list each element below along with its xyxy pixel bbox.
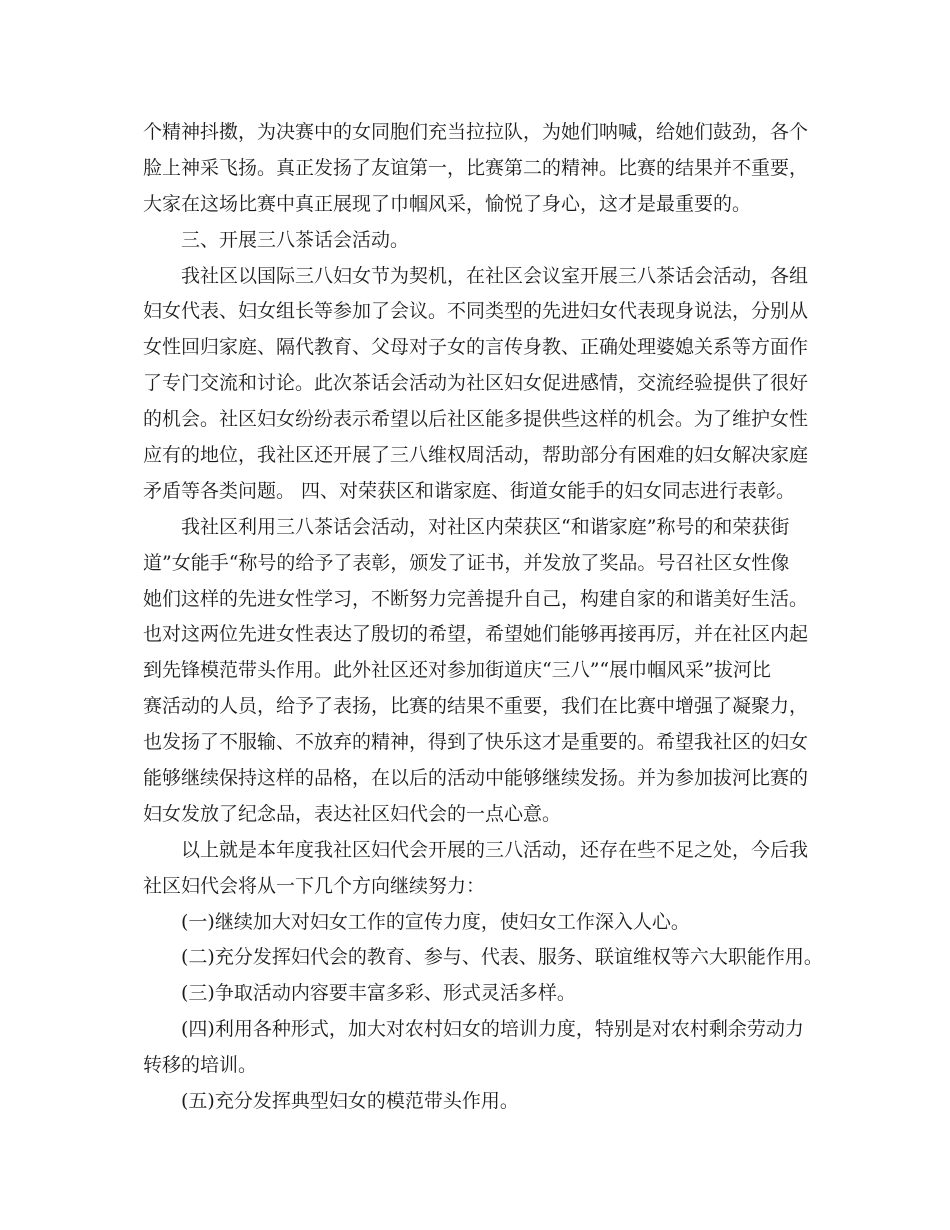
list-item: (三)争取活动内容要丰富多彩、形式灵活多样。 (181, 982, 576, 1005)
text-line: 脸上神采飞扬。真正发扬了友谊第一，比赛第二的精神。比赛的结果并不重要， (143, 156, 809, 179)
list-item: (二)充分发挥妇代会的教育、参与、代表、服务、联谊维权等六大职能作用。 (181, 946, 823, 969)
text-line: 转移的培训。 (143, 1054, 258, 1077)
text-line: 女性回归家庭、隔代教育、父母对子女的言传身教、正确处理婆媳关系等方面作 (143, 336, 809, 359)
text-line: 也对这两位先进女性表达了殷切的希望，希望她们能够再接再厉，并在社区内起 (143, 623, 809, 646)
text-line: 道”女能手“称号的给予了表彰，颁发了证书，并发放了奖品。号召社区女性像 (143, 551, 790, 574)
text-line: 以上就是本年度我社区妇代会开展的三八活动，还存在些不足之处，今后我 (181, 838, 809, 861)
text-line: 能够继续保持这样的品格，在以后的活动中能够继续发扬。并为参加拔河比赛的 (143, 767, 809, 790)
text-line: 赛活动的人员，给予了表扬，比赛的结果不重要，我们在比赛中增强了凝聚力， (143, 695, 809, 718)
text-line: 妇女代表、妇女组长等参加了会议。不同类型的先进妇女代表现身说法，分别从 (143, 300, 809, 323)
list-item: (一)继续加大对妇女工作的宣传力度，使妇女工作深入人心。 (181, 910, 690, 933)
text-line: 妇女发放了纪念品，表达社区妇代会的一点心意。 (143, 802, 562, 825)
list-item: (四)利用各种形式，加大对农村妇女的培训力度，特别是对农村剩余劳动力 (181, 1018, 804, 1041)
text-line: 我社区利用三八茶话会活动，对社区内荣获区“和谐家庭”称号的和荣获街 (181, 515, 790, 538)
text-line: 我社区以国际三八妇女节为契机，在社区会议室开展三八茶话会活动，各组 (181, 264, 809, 287)
text-line: 也发扬了不服输、不放弃的精神，得到了快乐这才是重要的。希望我社区的妇女 (143, 731, 809, 754)
text-line: 了专门交流和讨论。此次茶话会活动为社区妇女促进感情，交流经验提供了很好 (143, 372, 809, 395)
text-line: 到先锋模范带头作用。此外社区还对参加街道庆“三八”“展巾帼风采”拔河比 (143, 659, 771, 682)
text-line: 社区妇代会将从一下几个方向继续努力： (143, 874, 486, 897)
text-line: 个精神抖擞，为决赛中的女同胞们充当拉拉队，为她们呐喊，给她们鼓劲，各个 (143, 121, 809, 143)
list-item: (五)充分发挥典型妇女的模范带头作用。 (181, 1090, 519, 1113)
text-line: 的机会。社区妇女纷纷表示希望以后社区能多提供些这样的机会。为了维护女性 (143, 408, 809, 431)
document-body (143, 115, 830, 1120)
text-line: 应有的地位，我社区还开展了三八维权周活动，帮助部分有困难的妇女解决家庭 (143, 444, 809, 467)
text-line: 矛盾等各类问题。 四、对荣获区和谐家庭、街道女能手的妇女同志进行表彰。 (143, 479, 796, 502)
section-heading: 三、开展三八茶话会活动。 (181, 228, 410, 251)
text-line: 大家在这场比赛中真正展现了巾帼风采，愉悦了身心，这才是最重要的。 (143, 192, 752, 215)
text-line: 她们这样的先进女性学习，不断努力完善提升自己，构建自家的和谐美好生活。 (143, 587, 809, 610)
